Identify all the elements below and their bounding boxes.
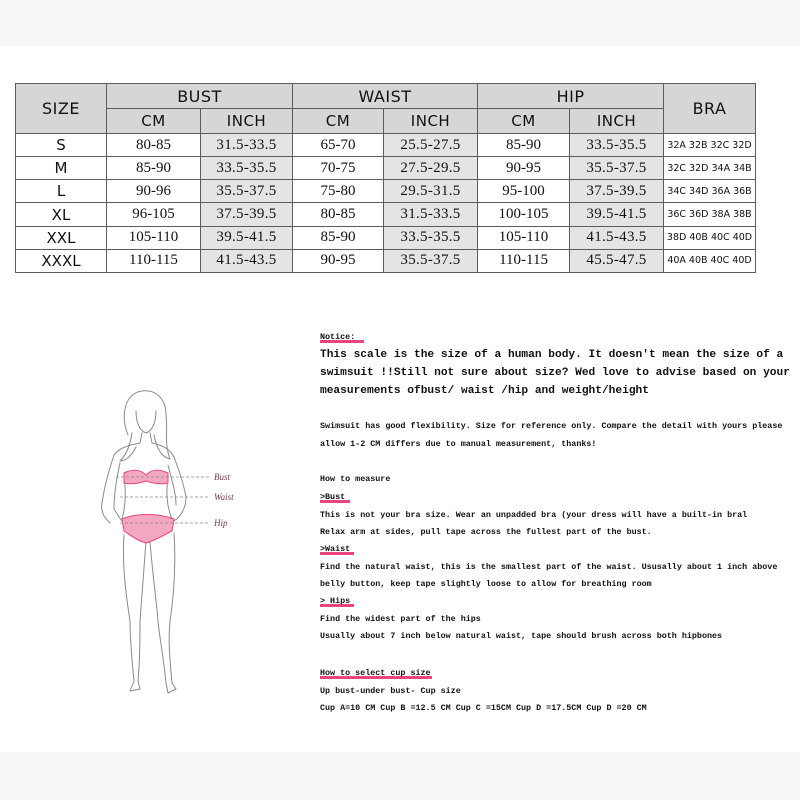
waist-cm-cell: 75-80 bbox=[293, 180, 384, 203]
hip-cm-cell: 105-110 bbox=[478, 226, 570, 249]
bra-header: BRA bbox=[664, 84, 756, 134]
waist-cm-header: CM bbox=[293, 109, 384, 134]
bust-header: BUST bbox=[107, 84, 293, 109]
hip-inch-cell: 41.5-43.5 bbox=[570, 226, 664, 249]
size-cell: L bbox=[16, 180, 107, 203]
bust-inch-cell: 33.5-35.5 bbox=[201, 157, 293, 180]
table-row bbox=[16, 180, 800, 203]
bottom-band bbox=[0, 752, 800, 800]
hips-heading: > Hips bbox=[320, 596, 351, 606]
size-cell: XXL bbox=[16, 226, 107, 249]
hip-header: HIP bbox=[478, 84, 664, 109]
bust-inch-cell: 35.5-37.5 bbox=[201, 180, 293, 203]
bra-cell: 40A 40B 40C 40D bbox=[664, 249, 756, 272]
bust-inch-cell: 39.5-41.5 bbox=[201, 226, 293, 249]
bust-cm-cell: 96-105 bbox=[107, 203, 201, 226]
table-row bbox=[16, 249, 800, 272]
size-cell: XXXL bbox=[16, 249, 107, 272]
size-cell: M bbox=[16, 157, 107, 180]
waist-label: Waist bbox=[214, 492, 234, 502]
waist-inch-header: INCH bbox=[384, 109, 478, 134]
bra-cell: 38D 40B 40C 40D bbox=[664, 226, 756, 249]
bust-cm-cell: 110-115 bbox=[107, 249, 201, 272]
size-cell: XL bbox=[16, 203, 107, 226]
size-chart-table bbox=[15, 83, 800, 273]
bust-line: This is not your bra size. Wear an unpadded bra (your dress will have a built-in bral bbox=[320, 510, 748, 520]
top-band bbox=[0, 0, 800, 46]
notice-line: swimsuit !!Still not sure about size? Wed love to advise based on your bbox=[320, 367, 790, 379]
bra-cell: 36C 36D 38A 38B bbox=[664, 203, 756, 226]
bust-cm-cell: 105-110 bbox=[107, 226, 201, 249]
waist-cm-cell: 70-75 bbox=[293, 157, 384, 180]
notice-line: measurements ofbust/ waist /hip and weight/height bbox=[320, 385, 649, 397]
table-row bbox=[16, 226, 800, 249]
bust-cm-cell: 90-96 bbox=[107, 180, 201, 203]
flex-line: Swimsuit has good flexibility. Size for reference only. Compare the detail with yours please bbox=[320, 421, 783, 431]
waist-cm-cell: 80-85 bbox=[293, 203, 384, 226]
waist-cm-cell: 85-90 bbox=[293, 226, 384, 249]
waist-line: belly button, keep tape slightly loose to allow for breathing room bbox=[320, 579, 652, 589]
hip-cm-cell: 85-90 bbox=[478, 134, 570, 157]
hip-inch-cell: 35.5-37.5 bbox=[570, 157, 664, 180]
bust-cm-header: CM bbox=[107, 109, 201, 134]
waist-inch-cell: 29.5-31.5 bbox=[384, 180, 478, 203]
hip-label: Hip bbox=[214, 518, 228, 528]
waist-inch-cell: 35.5-37.5 bbox=[384, 249, 478, 272]
bust-inch-header: INCH bbox=[201, 109, 293, 134]
bust-inch-cell: 31.5-33.5 bbox=[201, 134, 293, 157]
waist-cm-cell: 90-95 bbox=[293, 249, 384, 272]
bra-cell: 32A 32B 32C 32D bbox=[664, 134, 756, 157]
waist-inch-cell: 33.5-35.5 bbox=[384, 226, 478, 249]
bust-inch-cell: 37.5-39.5 bbox=[201, 203, 293, 226]
waist-inch-cell: 25.5-27.5 bbox=[384, 134, 478, 157]
bust-cm-cell: 80-85 bbox=[107, 134, 201, 157]
waist-inch-cell: 31.5-33.5 bbox=[384, 203, 478, 226]
bra-cell: 34C 34D 36A 36B bbox=[664, 180, 756, 203]
hips-line: Usually about 7 inch below natural waist, tape should brush across both hipbones bbox=[320, 631, 723, 641]
hip-inch-header: INCH bbox=[570, 109, 664, 134]
waist-heading: >Waist bbox=[320, 544, 351, 554]
bra-cell: 32C 32D 34A 34B bbox=[664, 157, 756, 180]
bust-inch-cell: 41.5-43.5 bbox=[201, 249, 293, 272]
hip-cm-header: CM bbox=[478, 109, 570, 134]
hip-cm-cell: 100-105 bbox=[478, 203, 570, 226]
size-cell: S bbox=[16, 134, 107, 157]
hip-inch-cell: 39.5-41.5 bbox=[570, 203, 664, 226]
body-measurement-figure bbox=[80, 385, 280, 700]
hip-inch-cell: 33.5-35.5 bbox=[570, 134, 664, 157]
hip-cm-cell: 95-100 bbox=[478, 180, 570, 203]
waist-cm-cell: 65-70 bbox=[293, 134, 384, 157]
flex-line: allow 1-2 CM differs due to manual measurement, thanks! bbox=[320, 439, 597, 449]
hip-inch-cell: 45.5-47.5 bbox=[570, 249, 664, 272]
waist-inch-cell: 27.5-29.5 bbox=[384, 157, 478, 180]
table-row bbox=[16, 203, 800, 226]
cup-line: Cup A=10 CM Cup B =12.5 CM Cup C =15CM Cup D =17.5CM Cup D =20 CM bbox=[320, 703, 647, 713]
waist-line: Find the natural waist, this is the smallest part of the waist. Ususally about 1 inch above bbox=[320, 562, 778, 572]
size-header: SIZE bbox=[16, 84, 107, 134]
table-row bbox=[16, 134, 800, 157]
notice-line: This scale is the size of a human body. It doesn't mean the size of a bbox=[320, 349, 784, 361]
bust-heading: >Bust bbox=[320, 492, 346, 502]
bust-line: Relax arm at sides, pull tape across the fullest part of the bust. bbox=[320, 527, 652, 537]
cup-line: Up bust-under bust- Cup size bbox=[320, 686, 461, 696]
table-row bbox=[16, 157, 800, 180]
waist-header: WAIST bbox=[293, 84, 478, 109]
hip-cm-cell: 110-115 bbox=[478, 249, 570, 272]
hip-inch-cell: 37.5-39.5 bbox=[570, 180, 664, 203]
bust-label: Bust bbox=[214, 472, 231, 482]
cup-heading: How to select cup size bbox=[320, 668, 431, 678]
hips-line: Find the widest part of the hips bbox=[320, 614, 481, 624]
hip-cm-cell: 90-95 bbox=[478, 157, 570, 180]
bust-cm-cell: 85-90 bbox=[107, 157, 201, 180]
notice-heading: Notice: bbox=[320, 332, 356, 342]
how-to-measure: How to measure bbox=[320, 474, 391, 484]
